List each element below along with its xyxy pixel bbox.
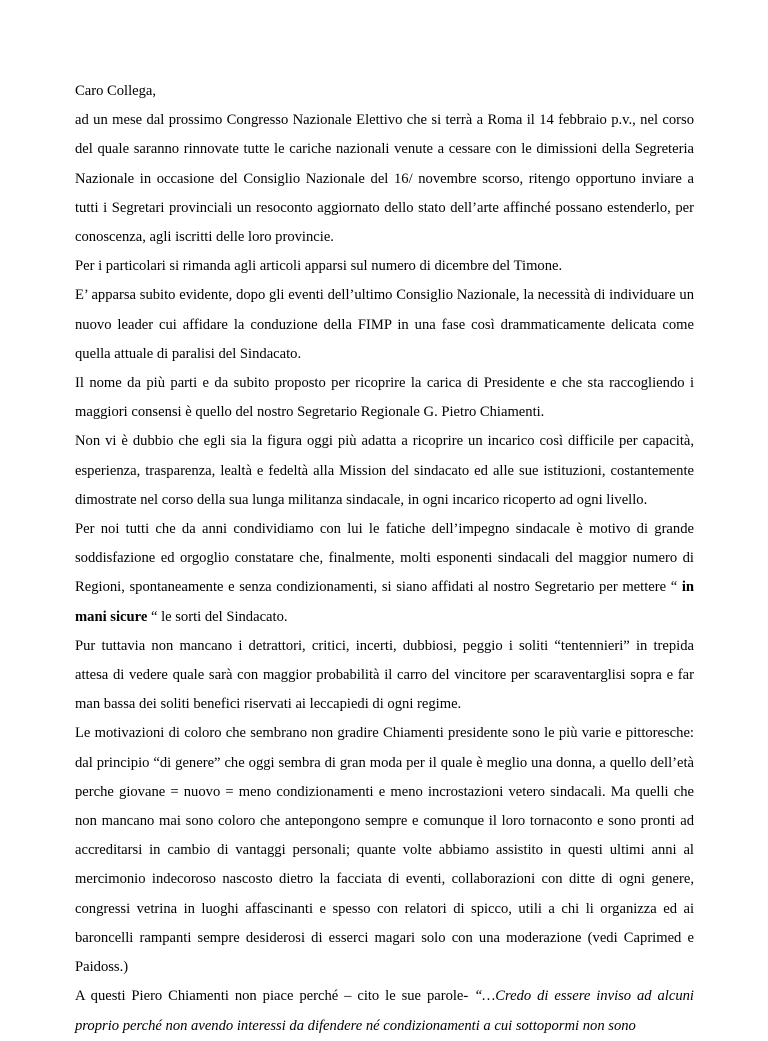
safe-hands-emphasis: in mani sicure [75,579,694,625]
paragraph-new-leader: E’ apparsa subito evidente, dopo gli eventi dell’ultimo Consiglio Nazionale, la necessità di individuare un nuovo leader cui affidare la conduzione della FIMP in una fase così drammaticamente delicata come quella attuale di paralisi del Sindacato. [75,287,694,362]
letter-body [75,77,694,1041]
quote-intro: A questi Piero Chiamenti non piace perché – cito le sue parole- [75,988,475,1005]
paragraph-support [75,515,694,632]
paragraph-candidate-name: Il nome da più parti e da subito proposto per ricoprire la carica di Presidente e che sta raccogliendo i maggiori consensi è quello del nostro Segretario Regionale G. Pietro Chiamenti. [75,375,694,421]
paragraph-congress: ad un mese dal prossimo Congresso Nazionale Elettivo che si terrà a Roma il 14 febbraio p.v., nel corso del quale saranno rinnovate tutte le cariche nazionali venute a cessare con le dimissioni della Segreteria Nazionale in occasione del Consiglio Nazionale del 16/ novembre scorso, ritengo opportuno inviare a tutti i Segretari provinciali un resoconto aggiornato dello stato dell’arte affinché possano estenderlo, per conoscenza, agli iscritti delle loro provincie. [75,112,694,246]
paragraph-motivations: Le motivazioni di coloro che sembrano non gradire Chiamenti presidente sono le più varie e pittoresche: dal principio “di genere” che oggi sembra di gran moda per il quale è meglio una donna, a quello dell’età perche giovane = nuovo = meno condizionamenti e meno incrostazioni vetero sindacali. Ma quelli che non mancano mai sono coloro che antepongono sempre e comunque il loro tornaconto e sono pronti ad accreditarsi in cambio di vantaggi personali; quante volte abbiamo assistito in questi ultimi anni al mercimonio indecoroso nascosto dietro la facciata di eventi, collaborazioni con ditte di ogni genere, congressi vetrina in luoghi affascinanti e spesso con relatori di spicco, utili a chi li organizza ed ai baroncelli rampanti sempre desiderosi di esserci magari solo con una moderazione (vedi Caprimed e Paidoss.) [75,725,694,976]
support-text-end: “ le sorti del Sindacato. [147,608,288,625]
support-text-start: Per noi tutti che da anni condividiamo con lui le fatiche dell’impegno sindacale è motivo di grande soddisfazione ed orgoglio constatare che, finalmente, molti esponenti sindacali del maggior numero di Regioni, spontaneamente e senza condizionamenti, si siano affidati al nostro Segretario per mettere “ [75,521,694,596]
paragraph-detractors: Pur tuttavia non mancano i detrattori, critici, incerti, dubbiosi, peggio i soliti “tentennieri” in trepida attesa di vedere quale sarà con maggior probabilità il carro del vincitore per scaraventarglisi sopra e far man bassa dei soliti benefici riservati ai leccapiedi di ogni regime. [75,637,694,713]
salutation: Caro Collega, [75,83,157,99]
paragraph-quote [75,982,694,1040]
paragraph-timone-reference: Per i particolari si rimanda agli articoli apparsi sul numero di dicembre del Timone. [75,258,563,275]
chiamenti-quote: “…Credo di essere inviso ad alcuni proprio perché non avendo interessi da difendere né condizionamenti a cui sottopormi non sono [75,988,694,1034]
paragraph-candidate-qualities: Non vi è dubbio che egli sia la figura oggi più adatta a ricoprire un incarico così difficile per capacità, esperienza, trasparenza, lealtà e fedeltà alla Mission del sindacato ed alle sue istituzioni, costantemente dimostrate nel corso della sua lunga militanza sindacale, in ogni incarico ricoperto ad ogni livello. [75,433,694,508]
